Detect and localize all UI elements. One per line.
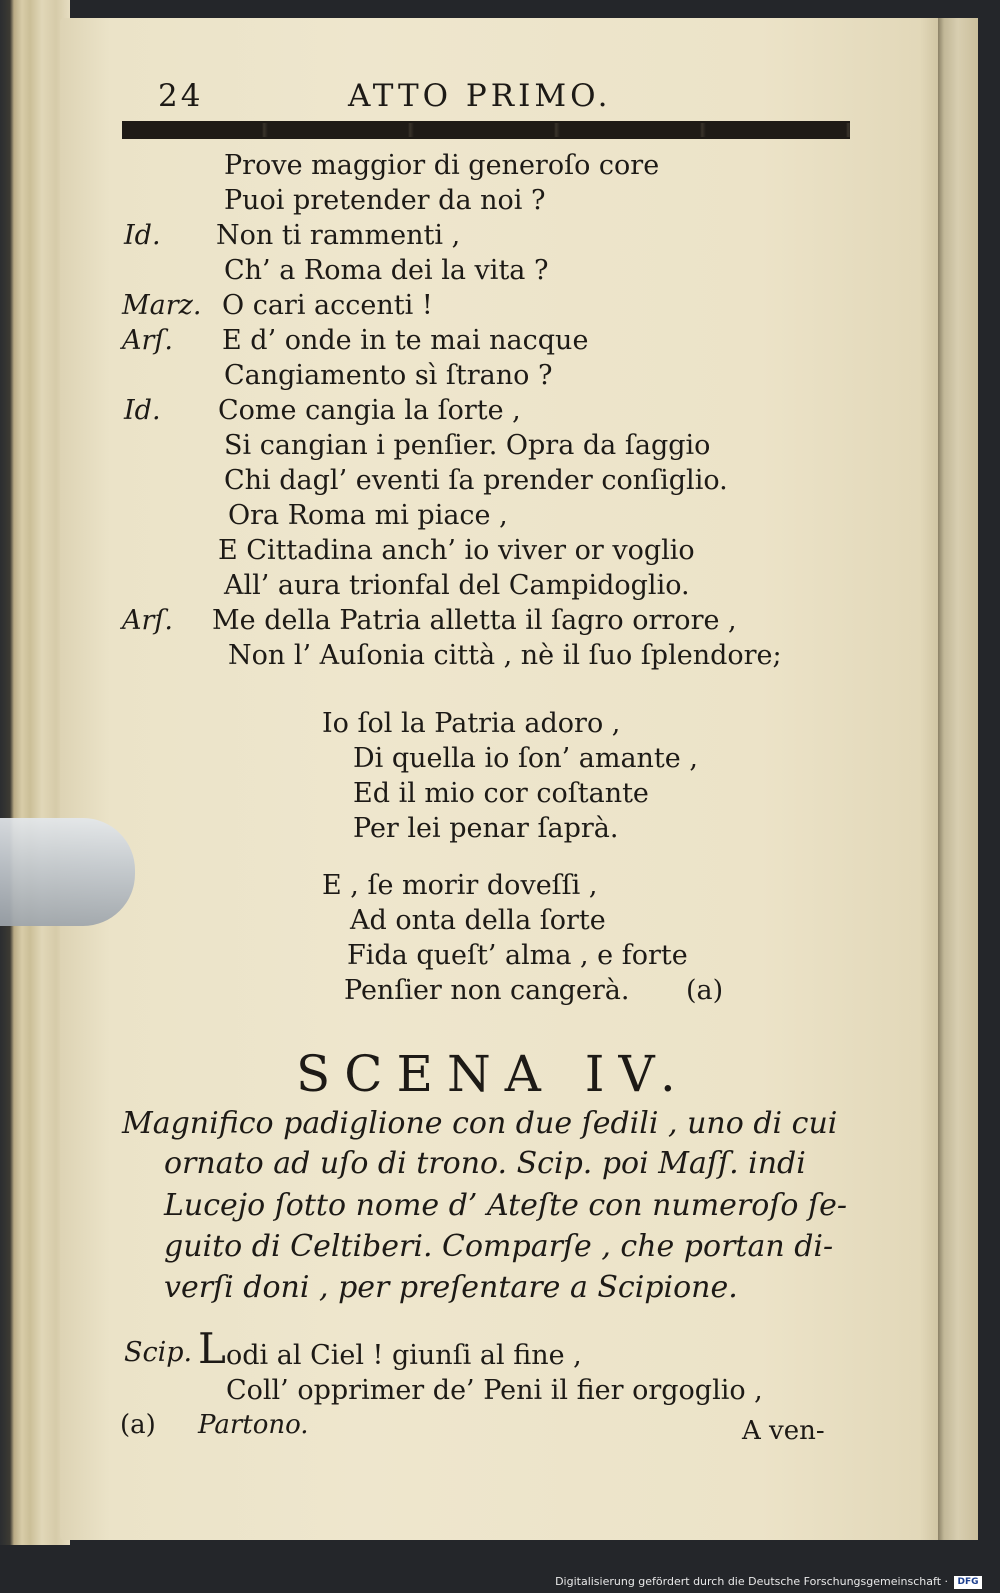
aria-line: Per lei penar ſaprà.	[353, 813, 619, 844]
aria-line: Ed il mio cor coſtante	[353, 778, 649, 809]
verse-line: Non l’ Auſonia città , nè il ſuo ſplendore;	[228, 640, 782, 671]
direction-line: ornato ad uſo di trono. Scip. poi Maſſ. indi	[164, 1146, 806, 1181]
verse-line: Ora Roma mi piace ,	[228, 500, 508, 531]
running-title: ATTO PRIMO.	[348, 78, 612, 114]
running-header	[0, 78, 1000, 118]
verse-line: Prove maggior di generoſo core	[224, 150, 660, 181]
verse-line: E Cittadina anch’ io viver or voglio	[218, 535, 695, 566]
dfg-logo: DFG	[954, 1576, 982, 1589]
aria-line: Penſier non cangerà.	[344, 975, 630, 1006]
verse-line: Come cangia la ſorte ,	[218, 395, 521, 426]
footnote-mark: (a)	[120, 1410, 156, 1440]
direction-line: Lucejo ſotto nome d’ Ateſte con numeroſo ſe-	[164, 1188, 848, 1223]
verse-line: All’ aura trionfal del Campidoglio.	[224, 570, 690, 601]
speaker-label: Scip.	[124, 1337, 193, 1368]
verse-line: Puoi pretender da noi ?	[224, 185, 546, 216]
aria-line: Ad onta della ſorte	[350, 905, 606, 936]
verse-line: Coll’ opprimer de’ Peni il fier orgoglio ,	[226, 1375, 763, 1406]
verse-line: O cari accenti !	[222, 290, 433, 321]
speaker-label: Id.	[124, 220, 161, 251]
footnote-reference: (a)	[686, 975, 724, 1006]
verse-line: Cangiamento sì ſtrano ?	[224, 360, 553, 391]
scene-heading: SCENA IV.	[296, 1045, 690, 1103]
direction-line: guito di Celtiberi. Comparſe , che portan di-	[164, 1229, 834, 1264]
footnote-text: Partono.	[198, 1410, 309, 1440]
speaker-label: Id.	[124, 395, 161, 426]
catchword: A ven-	[742, 1416, 825, 1446]
aria-line: Io ſol la Patria adoro ,	[322, 708, 621, 739]
holding-finger	[0, 818, 135, 926]
aria-line: E , ſe morir doveſſi ,	[322, 870, 598, 901]
page-number: 24	[158, 78, 204, 114]
book-gutter-shadow	[938, 18, 978, 1540]
speaker-label: Marz.	[122, 290, 202, 321]
speaker-label: Arſ.	[122, 325, 173, 356]
credit-text: Digitalisierung gefördert durch die Deutsche Forschungsgemeinschaft ·	[555, 1575, 948, 1588]
speaker-label: Arſ.	[122, 605, 173, 636]
digitization-credit-bar	[0, 1573, 1000, 1593]
verse-line: Chi dagl’ eventi ſa prender conſiglio.	[224, 465, 728, 496]
direction-line: verſi doni , per preſentare a Scipione.	[164, 1270, 738, 1305]
verse-line: odi al Ciel ! giunſi al fine ,	[226, 1340, 582, 1371]
aria-line: Di quella io ſon’ amante ,	[353, 743, 698, 774]
verse-line: Non ti rammenti ,	[216, 220, 461, 251]
verse-line: Ch’ a Roma dei la vita ?	[224, 255, 549, 286]
verse-line: E d’ onde in te mai nacque	[222, 325, 589, 356]
header-rule	[122, 121, 850, 139]
aria-line: Fida queſt’ alma , e forte	[347, 940, 688, 971]
verse-line: Me della Patria alletta il ſagro orrore ,	[212, 605, 737, 636]
direction-line: Magnifico padiglione con due ſedili , uno di cui	[122, 1106, 838, 1141]
verse-line: Si cangian i penſier. Opra da ſaggio	[224, 430, 711, 461]
drop-letter: L	[198, 1324, 226, 1373]
